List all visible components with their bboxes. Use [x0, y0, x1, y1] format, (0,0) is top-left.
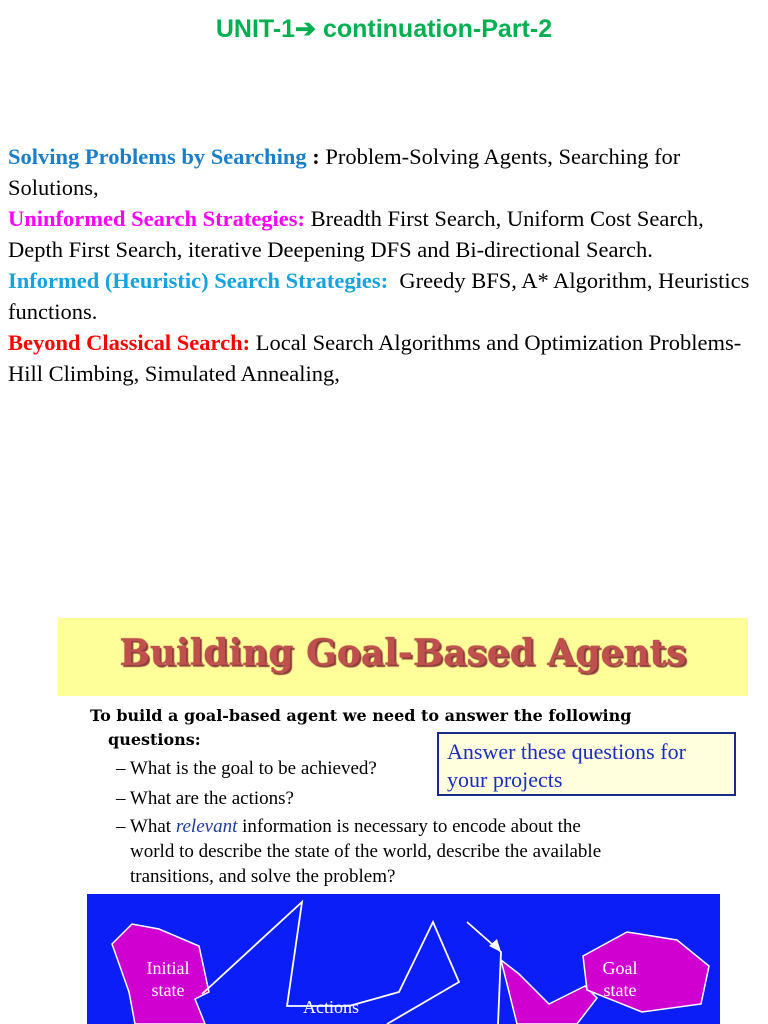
syllabus-heading: Informed (Heuristic) Search Strategies:: [8, 268, 389, 293]
question-pre: – What: [116, 816, 176, 837]
syllabus-heading: Uninformed Search Strategies:: [8, 206, 306, 231]
syllabus-item-uninformed: [8, 203, 760, 265]
embedded-slide: [0, 618, 768, 1024]
initial-state-label: Initial state: [146, 958, 190, 1000]
syllabus-body: Greedy BFS, A* Algorithm, Heuristics functions.: [8, 268, 755, 324]
question-line: transitions, and solve the problem?: [130, 866, 396, 887]
page-title: UNIT-1➔ continuation-Part-2: [215, 15, 553, 43]
question-emphasis: relevant: [175, 816, 238, 837]
question-line: world to describe the state of the world, describe the available: [130, 841, 602, 862]
slide-intro-line: questions:: [108, 730, 201, 749]
syllabus-body: Local Search Algorithms and Optimization Problems-Hill Climbing, Simulated Annealing,: [8, 330, 742, 386]
syllabus-item-informed: [8, 265, 760, 327]
state-space-diagram: [87, 894, 720, 1024]
question-actions: – What are the actions?: [116, 788, 294, 809]
syllabus-heading: Solving Problems by Searching: [8, 144, 307, 169]
slide-intro-line: To build a goal-based agent we need to answer the following: [90, 706, 632, 725]
goal-connector-shape: [501, 960, 597, 1024]
syllabus-item-solving-problems: [8, 141, 760, 203]
syllabus-text: [8, 141, 760, 389]
slide-heading: Building Goal-Based Agents: [119, 632, 687, 674]
question-post: information is necessary to encode about the: [237, 816, 581, 837]
answer-callout: Answer these questions for your projects: [437, 732, 736, 796]
question-line: [116, 814, 601, 839]
arrow-head: [489, 939, 501, 952]
question-relevant-info: [116, 814, 601, 889]
syllabus-separator: :: [306, 144, 326, 169]
slide-banner: [58, 618, 748, 696]
syllabus-item-beyond: [8, 327, 760, 389]
syllabus-heading: Beyond Classical Search:: [8, 330, 251, 355]
syllabus-body: Breadth First Search, Uniform Cost Search, Depth First Search, iterative Deepening DFS and Bi-directional Search.: [8, 206, 704, 262]
syllabus-body: Problem-Solving Agents, Searching for Solutions,: [8, 144, 681, 200]
question-goal: – What is the goal to be achieved?: [116, 758, 377, 779]
actions-label: Actions: [303, 997, 359, 1017]
action-arrow: [467, 922, 501, 1024]
goal-state-label: Goal state: [602, 958, 638, 1000]
